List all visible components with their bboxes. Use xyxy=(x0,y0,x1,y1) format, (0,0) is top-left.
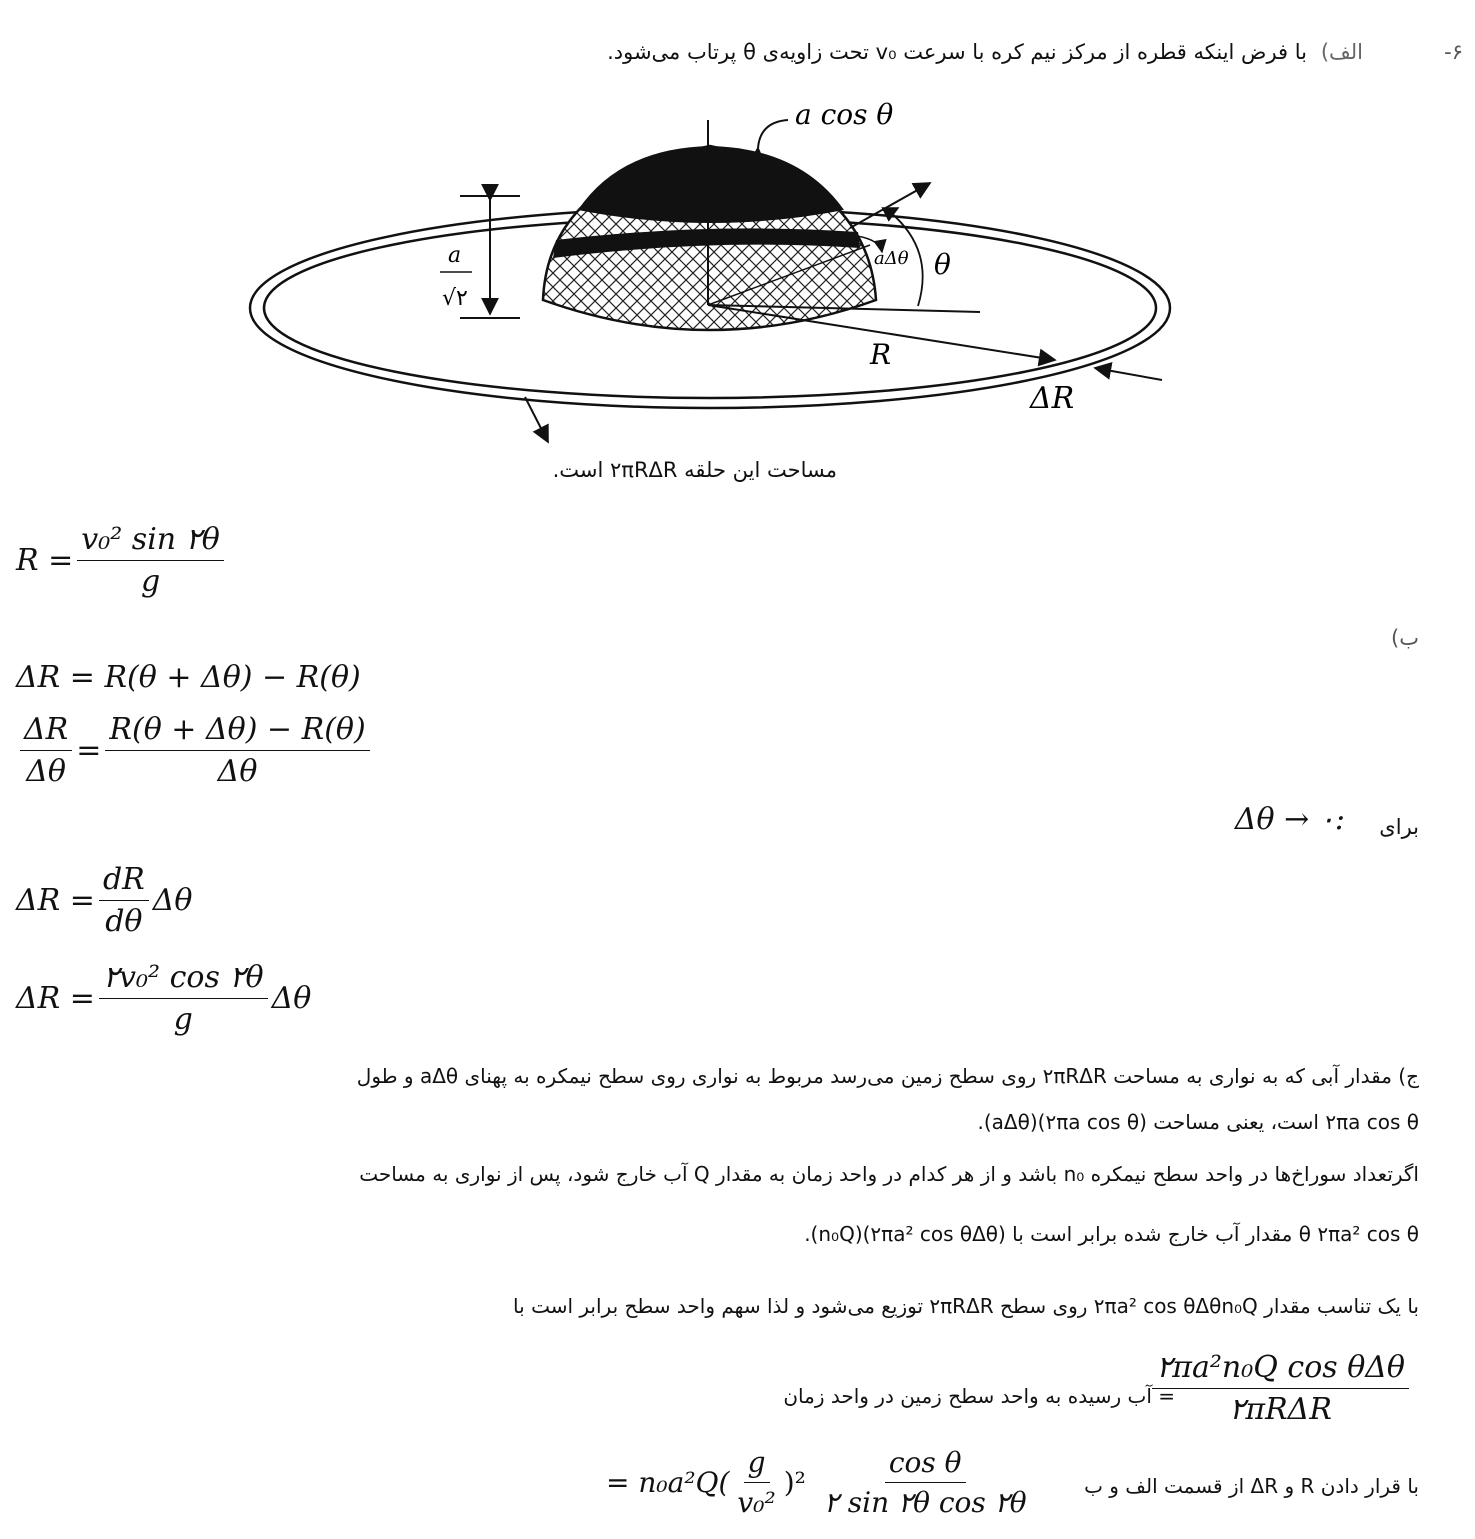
part-c-line4: θ ۲πa² cos θ مقدار آب خارج شده برابر است با (۲πa² cos θΔθ)(n₀Q). xyxy=(804,1222,1419,1246)
eq-delta-r: ΔR = R(θ + Δθ) − R(θ) xyxy=(16,660,361,695)
eq6-fraction: $\frac{\text{۲πa²n₀Q cos θΔθ}}{\text{۲πRΔR}}$ xyxy=(1148,1350,1413,1427)
part-a-label: الف) xyxy=(1320,40,1363,64)
limit-math: :Δθ → ۰ xyxy=(1234,802,1345,837)
part-c-line2: ۲πa cos θ است، یعنی مساحت (۲πa cos θ)(aΔθ). xyxy=(977,1110,1419,1134)
eq-delta-ratio: $\frac{\Delta R}{\Delta\theta}$ = $\frac{R(\theta + \Delta\theta) - R(\theta)}{\Delta\theta}$ xyxy=(16,712,374,789)
problem-number: ۶- xyxy=(1444,40,1463,64)
label-dR: ΔR xyxy=(1030,381,1075,416)
hemisphere-figure xyxy=(0,0,1475,500)
label-a: a xyxy=(448,243,462,268)
part-c-line1: ج) مقدار آبی که به نواری به مساحت ۲πRΔR روی سطح زمین می‌رسد مربوط به نواری روی سطح نیمکره به پهنای aΔθ و طول xyxy=(356,1064,1419,1088)
part-a-text: با فرض اینکه قطره از مرکز نیم کره با سرعت v₀ تحت زاویه‌ی θ پرتاب می‌شود. xyxy=(607,40,1307,64)
eq-derivative: ΔR = $\frac{dR}{d\theta}$ Δθ xyxy=(16,862,193,939)
part-c-line5: با یک تناسب مقدار ۲πa² cos θΔθn₀Q روی سطح ۲πRΔR توزیع می‌شود و لذا سهم واحد سطح برابر است با xyxy=(513,1294,1419,1318)
figure-caption: مساحت این حلقه ۲πRΔR است. xyxy=(552,458,837,482)
limit-label: برای xyxy=(1379,815,1419,839)
hemisphere-cap xyxy=(578,146,844,223)
label-sqrt2: √۲ xyxy=(442,286,468,311)
label-acos: a cos θ xyxy=(795,98,894,131)
part-b-label: ب) xyxy=(1391,626,1419,650)
label-R: R xyxy=(870,338,892,371)
eq7-label: با قرار دادن R و ΔR از قسمت الف و ب xyxy=(1084,1474,1419,1498)
part-c-line3: اگرتعداد سوراخ‌ها در واحد سطح نیمکره n₀ باشد و از هر کدام در واحد زمان به مقدار Q آب خارج شود، پس از نواری به مساحت xyxy=(359,1162,1419,1186)
label-theta: θ xyxy=(934,248,951,281)
eq-range: R = $\frac{\text{v₀² sin ۲θ}}{g}$ xyxy=(16,522,228,599)
eq-derivative-value: ΔR = $\frac{\text{۲v₀² cos ۲θ}}{g}$ Δθ xyxy=(16,960,312,1037)
eq6-label: = آب رسیده به واحد سطح زمین در واحد زمان xyxy=(783,1384,1175,1408)
eq7-expression: = n₀a²Q( $\frac{g}{\text{v₀²}}$ )² $\frac{\text{cos θ}}{\text{۲ sin ۲θ cos ۲θ}}$ xyxy=(606,1446,1027,1519)
label-adtheta: aΔθ xyxy=(874,248,909,269)
